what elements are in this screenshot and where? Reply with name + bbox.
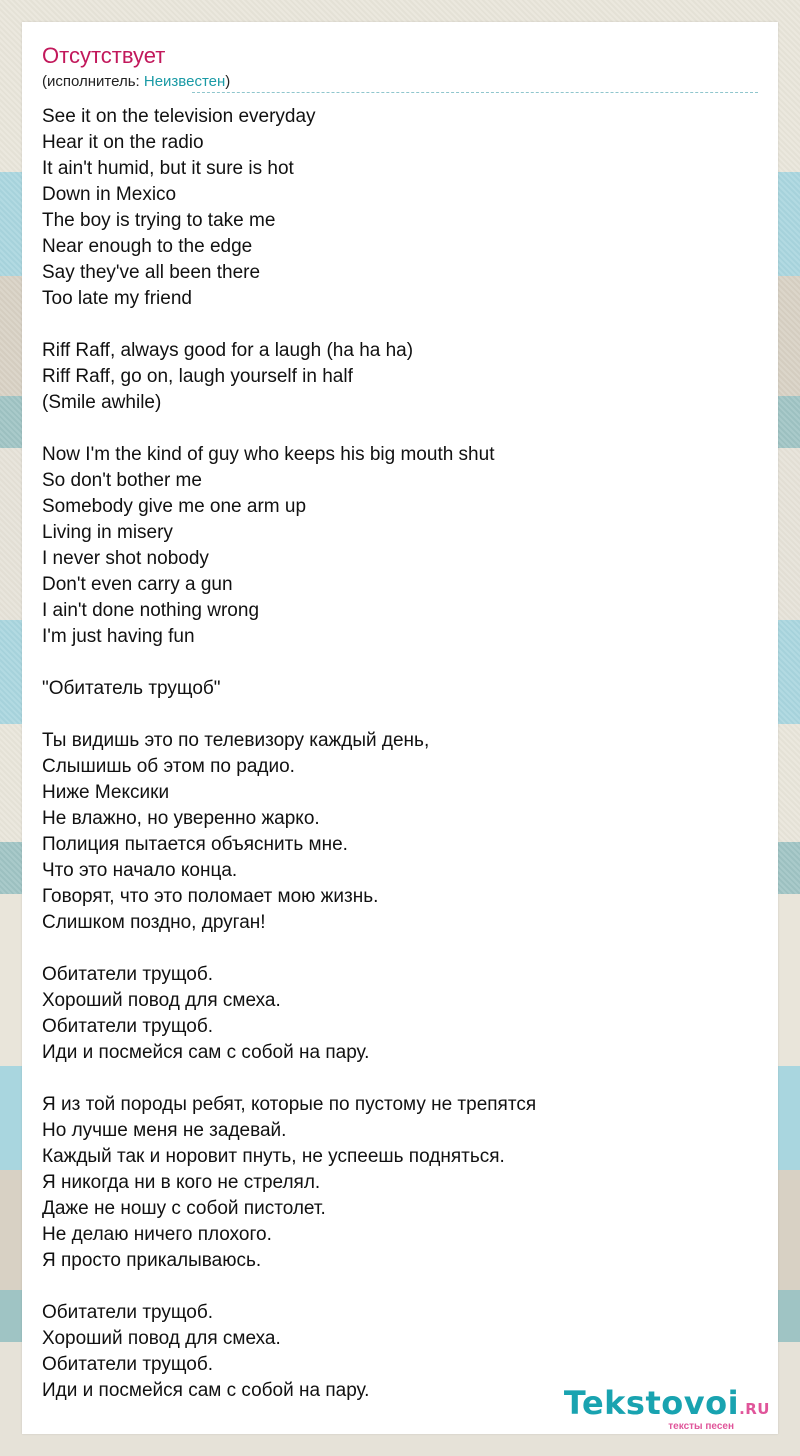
lyrics-line: Что это начало конца. — [42, 860, 238, 881]
lyrics-line: Too late my friend — [42, 288, 192, 309]
lyrics-line: So don't bother me — [42, 470, 202, 491]
lyrics-line: Иди и посмейся сам с собой на пару. — [42, 1380, 370, 1401]
lyrics-line: Ты видишь это по телевизору каждый день, — [42, 730, 430, 751]
lyrics-line: Обитатели трущоб. — [42, 1302, 214, 1323]
artist-line — [42, 72, 230, 92]
lyrics-line: Я просто прикалываюсь. — [42, 1250, 262, 1271]
lyrics-line: Каждый так и норовит пнуть, не успеешь подняться. — [42, 1146, 505, 1167]
lyrics-line: I never shot nobody — [42, 548, 209, 569]
logo-tld: .RU — [739, 1400, 770, 1418]
artist-link[interactable]: Неизвестен — [143, 73, 226, 90]
lyrics-line: Я никогда ни в кого не стрелял. — [42, 1172, 321, 1193]
lyrics-line: See it on the television everyday — [42, 106, 316, 127]
lyrics-line: Riff Raff, go on, laugh yourself in half — [42, 366, 353, 387]
lyrics-line: Не влажно, но уверенно жарко. — [42, 808, 320, 829]
lyrics-card — [22, 22, 778, 1434]
lyrics-blank-line — [42, 1274, 758, 1300]
lyrics-line: I'm just having fun — [42, 626, 195, 647]
lyrics-line: Полиция пытается объяснить мне. — [42, 834, 348, 855]
lyrics-line: Say they've all been there — [42, 262, 261, 283]
artist-prefix: (исполнитель: — [42, 73, 144, 90]
lyrics-line: Говорят, что это поломает мою жизнь. — [42, 886, 379, 907]
lyrics-line: Хороший повод для смеха. — [42, 990, 281, 1011]
song-title: Отсутствует — [42, 43, 166, 68]
logo-name: Tekstovoi — [563, 1384, 740, 1422]
lyrics-blank-line — [42, 1066, 758, 1092]
title-divider — [192, 92, 758, 93]
lyrics-line: Не делаю ничего плохого. — [42, 1224, 272, 1245]
lyrics-line: Riff Raff, always good for a laugh (ha ha ha) — [42, 340, 414, 361]
lyrics-line: Hear it on the radio — [42, 132, 204, 153]
lyrics-line: Somebody give me one arm up — [42, 496, 307, 517]
lyrics-blank-line — [42, 312, 758, 338]
lyrics-line: Слышишь об этом по радио. — [42, 756, 295, 777]
lyrics-line: Хороший повод для смеха. — [42, 1328, 281, 1349]
lyrics-line: Living in misery — [42, 522, 173, 543]
lyrics-line: (Smile awhile) — [42, 392, 162, 413]
lyrics-line: Down in Mexico — [42, 184, 177, 205]
lyrics-line: Даже не ношу с собой пистолет. — [42, 1198, 326, 1219]
lyrics-line: Но лучше меня не задевай. — [42, 1120, 287, 1141]
lyrics-line: Near enough to the edge — [42, 236, 253, 257]
artist-suffix: ) — [225, 73, 231, 90]
logo-tagline: тексты песен — [668, 1421, 734, 1432]
lyrics-text — [42, 104, 758, 1404]
lyrics-line: Обитатели трущоб. — [42, 1016, 214, 1037]
site-logo[interactable] — [564, 1385, 770, 1432]
lyrics-line: Обитатели трущоб. — [42, 964, 214, 985]
lyrics-blank-line — [42, 936, 758, 962]
lyrics-line: I ain't done nothing wrong — [42, 600, 260, 621]
lyrics-line: Don't even carry a gun — [42, 574, 233, 595]
lyrics-blank-line — [42, 702, 758, 728]
lyrics-blank-line — [42, 650, 758, 676]
lyrics-line: Обитатели трущоб. — [42, 1354, 214, 1375]
lyrics-line: Иди и посмейся сам с собой на пару. — [42, 1042, 370, 1063]
lyrics-line: "Обитатель трущоб" — [42, 678, 221, 699]
lyrics-line: The boy is trying to take me — [42, 210, 276, 231]
lyrics-line: Я из той породы ребят, которые по пустому не трепятся — [42, 1094, 537, 1115]
lyrics-line: Слишком поздно, друган! — [42, 912, 266, 933]
lyrics-blank-line — [42, 416, 758, 442]
lyrics-line: It ain't humid, but it sure is hot — [42, 158, 294, 179]
lyrics-line: Ниже Мексики — [42, 782, 170, 803]
lyrics-line: Now I'm the kind of guy who keeps his big mouth shut — [42, 444, 495, 465]
